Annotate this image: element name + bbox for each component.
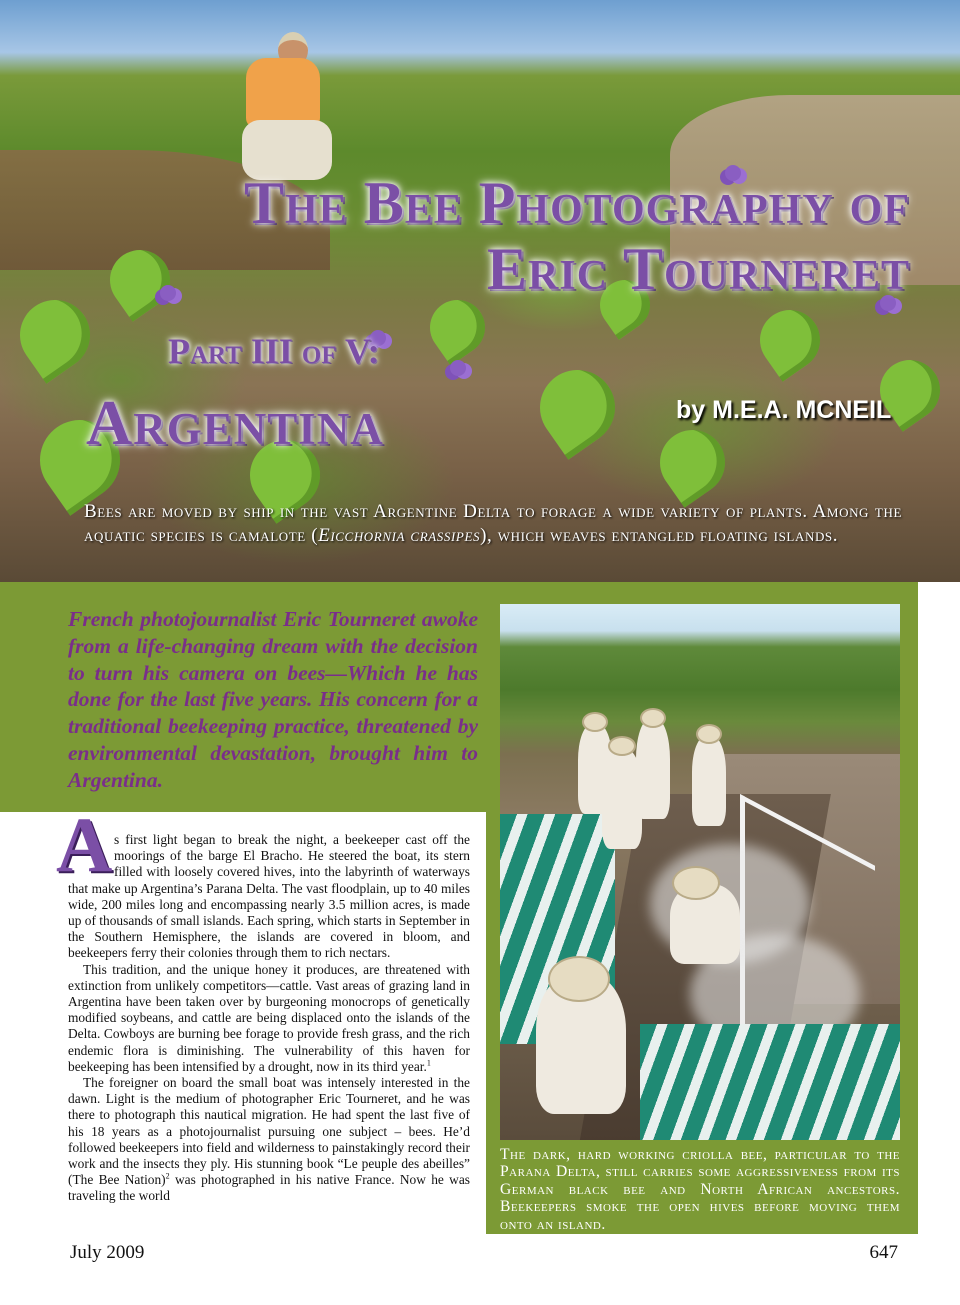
photographer-figure <box>228 32 338 182</box>
paragraph-text: This tradition, and the unique honey it produces, are threatened with extinction from unlikely competitors—cattle. Vast areas of grazing land in Argentina have been taken over by burgeoning monocrops of genetically modified soybeans, and cattle are being displaced onto the islands of the Delta. Cowboys are burning bee forage to provide fresh grass, and the rich endemic flora is diminishing. The vulnerability of this haven for beekeeping has been intensified by a drought, now in its third year. <box>68 961 470 1074</box>
beekeeper-hat <box>582 712 608 732</box>
beekeeper-hat <box>672 866 720 900</box>
paragraph-text: The foreigner on board the small boat was intensely interested in the dawn. Light is the medium of photographer Eric Tourneret, and he was there to photograph this nautical migration. He had spent the last five of his 18 years as a photojournalist pursuing one subject – bees. He’d followed beekeepers into field and wilderness to painstakingly record their work and the insects they ply. His stunning book “Le peuple des abeilles” (The Bee Nation) <box>68 1075 470 1188</box>
article-title <box>190 170 910 302</box>
footnote-ref: 1 <box>426 1058 431 1068</box>
paragraph <box>68 1075 470 1205</box>
species-name: Eicchornia crassipes <box>318 525 481 546</box>
beekeeper-hat <box>608 736 636 756</box>
leaf-shape <box>647 417 738 508</box>
flower-shape <box>160 285 176 301</box>
beekeeper-hat <box>640 708 666 728</box>
paragraph <box>68 962 470 1075</box>
hero-photo <box>0 0 960 582</box>
title-line-2: Eric Tourneret <box>487 236 910 302</box>
paragraph-text: was photographed in his native France. Now he was traveling the world <box>68 1172 470 1204</box>
beekeeper-hat <box>548 956 610 1002</box>
paragraph: s first light began to break the night, a beekeeper cast off the moorings of the barge El Bracho. He steered the boat, its stern filled with loosely covered hives, into the labyrinth of waterways that make up Argentina’s Parana Delta. The vast floodplain, up to 40 miles wide, 200 miles long and encompassing nearly 3.5 million acres, is made up of thousands of small islands. Each spring, which starts in September in the Southern Hemisphere, the islands are covered in bloom, and beekeepers ferry their colonies through them to rich nectars. <box>68 832 470 961</box>
hero-caption-text: Bees are moved by ship in the vast Argentine Delta to forage a wide variety of plants. Among the aquatic species is camalote ( <box>84 501 902 546</box>
inset-caption: The dark, hard working criolla bee, particular to the Parana Delta, still carries some aggressiveness from its German black bee and North African ancestors. Beekeepers smoke the open hives before moving them onto an island. <box>500 1146 900 1233</box>
figure-torso <box>246 58 320 128</box>
leaf-shape <box>525 355 629 459</box>
title-line-1: The Bee Photography of <box>244 170 910 236</box>
hero-caption <box>84 500 902 548</box>
beekeeper-figure <box>692 736 726 826</box>
series-part: Part III of V: <box>168 331 380 371</box>
page-number: 647 <box>869 1242 898 1263</box>
beekeeper-hat <box>696 724 722 744</box>
leaf-shape <box>748 298 832 382</box>
footnote-ref: 2 <box>165 1171 170 1181</box>
hero-caption-end: ), which weaves entangled floating islands. <box>480 525 839 546</box>
region-title: Argentina <box>86 387 384 458</box>
flower-shape <box>450 360 466 376</box>
drop-cap: A <box>56 801 113 888</box>
article-body <box>68 832 470 1205</box>
intro-deck: French photojournalist Eric Tourneret awoke from a life-changing dream with the decision to turn his camera on bees—Which he has done for the last five years. His concern for a traditional beekeeping practice, threatened by environmental devastation, brought him to Argentina. <box>68 607 478 792</box>
beekeeper-figure <box>602 749 642 849</box>
byline: by M.E.A. MCNEIL <box>676 396 892 424</box>
leaf-shape <box>6 286 103 383</box>
issue-date: July 2009 <box>70 1242 145 1263</box>
hive-tarp <box>640 1024 900 1140</box>
inset-photo <box>500 604 900 1140</box>
